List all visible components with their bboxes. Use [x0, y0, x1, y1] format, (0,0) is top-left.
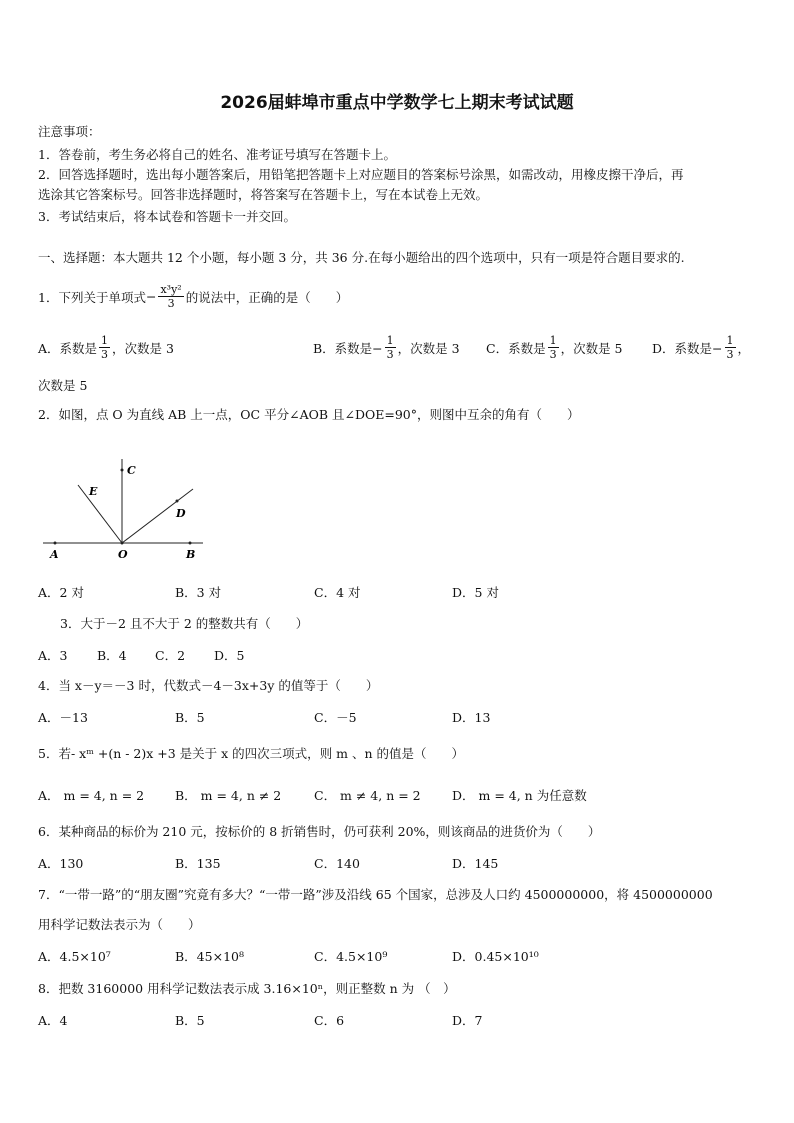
q6-option-a: A．130 — [38, 856, 84, 871]
q1-prefix: 1．下列关于单项式 — [38, 289, 146, 305]
page-title: 2026届蚌埠市重点中学数学七上期末考试试题 — [220, 93, 574, 113]
question-6-stem: 6．某种商品的标价为 210 元，按标价的 8 折销售时，仍可获利 20%，则该商品的进货价为（ ） — [38, 824, 601, 839]
q1-d-pre: D．系数是− — [652, 340, 723, 356]
section-heading: 一、选择题：本大题共 12 个小题，每小题 3 分，共 36 分.在每小题给出的四个选项中，只有一项是符合题目要求的. — [38, 250, 685, 265]
q2-option-d: D．5 对 — [452, 585, 499, 600]
q4-option-d: D．13 — [452, 710, 491, 725]
q3-option-a: A．3 — [38, 648, 68, 663]
q5-option-a: A． m = 4, n = 2 — [38, 788, 145, 803]
q5-option-c: C． m ≠ 4, n = 2 — [314, 788, 421, 803]
point-b — [189, 542, 192, 545]
question-3-stem: 3．大于－2 且不大于 2 的整数共有（ ） — [60, 616, 309, 631]
notes-item-3: 3．考试结束后，将本试卷和答题卡一并交回。 — [38, 209, 296, 224]
q3-option-d: D．5 — [214, 648, 245, 663]
q1-c-frac — [548, 334, 559, 361]
question-1-stem — [38, 283, 348, 310]
q4-option-b: B．5 — [175, 710, 205, 725]
q1-d-post: ， — [737, 340, 751, 356]
q1-option-b — [313, 334, 460, 361]
q8-option-d: D．7 — [452, 1013, 483, 1028]
q1-fraction — [158, 283, 183, 310]
question-5-stem: 5．若- xᵐ +(n - 2)x +3 是关于 x 的四次三项式，则 m 、n 的值是（ ） — [38, 746, 464, 761]
q3-option-b: B．4 — [97, 648, 127, 663]
q1-a-post: ，次数是 3 — [112, 340, 174, 356]
q6-option-b: B．135 — [175, 856, 221, 871]
q1-b-frac — [385, 334, 396, 361]
question-7-stem: 7．“一带一路”的“朋友圈”究竟有多大？“一带一路”涉及沿线 65 个国家，总涉及人口约 4500000000，将 4500000000 — [38, 887, 713, 902]
q1-frac-den: 3 — [167, 297, 175, 310]
q8-option-a: A．4 — [38, 1013, 68, 1028]
q1-a-pre: A．系数是 — [38, 340, 98, 356]
question-7-stem-cont: 用科学记数法表示为（ ） — [38, 917, 201, 932]
q6-option-d: D．145 — [452, 856, 499, 871]
q1-d-den: 3 — [726, 348, 734, 361]
ray-oe — [78, 485, 122, 543]
question-4-stem: 4．当 x－y＝－3 时，代数式－4－3x+3y 的值等于（ ） — [38, 678, 379, 693]
q1-c-den: 3 — [549, 348, 557, 361]
q1-frac-num: x³y² — [160, 283, 182, 296]
q1-b-den: 3 — [386, 348, 394, 361]
q3-option-c: C．2 — [155, 648, 186, 663]
q2-option-a: A．2 对 — [38, 585, 84, 600]
q4-option-a: A．－13 — [38, 710, 88, 725]
q8-option-c: C．6 — [314, 1013, 345, 1028]
q4-option-c: C．－5 — [314, 710, 357, 725]
point-o — [121, 542, 124, 545]
q1-c-post: ，次数是 5 — [560, 340, 623, 356]
notes-heading: 注意事项： — [38, 124, 101, 139]
q1-a-num: 1 — [101, 334, 109, 347]
q1-c-num: 1 — [549, 334, 557, 347]
label-o: O — [118, 548, 128, 561]
notes-item-2: 2．回答选择题时，选出每小题答案后，用铅笔把答题卡上对应题目的答案标号涂黑，如需改动，用橡皮擦干净后，再 — [38, 167, 684, 182]
q8-option-b: B．5 — [175, 1013, 205, 1028]
label-b: B — [186, 548, 196, 561]
notes-item-1: 1．答卷前，考生务必将自己的姓名、准考证号填写在答题卡上。 — [38, 147, 396, 162]
question-8-stem: 8．把数 3160000 用科学记数法表示成 3.16×10ⁿ，则正整数 n 为 （ ） — [38, 981, 456, 996]
label-d: D — [176, 507, 186, 520]
q1-d-num: 1 — [726, 334, 734, 347]
q1-option-c — [486, 334, 623, 361]
q1-c-pre: C．系数是 — [486, 340, 546, 356]
q5-option-b: B． m = 4, n ≠ 2 — [175, 788, 282, 803]
q7-option-b: B．45×10⁸ — [175, 949, 244, 964]
q1-option-d-cont: 次数是 5 — [38, 378, 88, 393]
q1-b-num: 1 — [386, 334, 394, 347]
q1-option-a — [38, 334, 174, 361]
q1-b-pre: B．系数是− — [313, 340, 383, 356]
q6-option-c: C．140 — [314, 856, 360, 871]
q1-minus: − — [145, 289, 157, 304]
q7-option-c: C．4.5×10⁹ — [314, 949, 388, 964]
q1-a-den: 3 — [101, 348, 109, 361]
point-d — [176, 500, 179, 503]
q1-d-frac — [725, 334, 736, 361]
point-c — [121, 469, 124, 472]
question-2-stem: 2．如图，点 O 为直线 AB 上一点，OC 平分∠AOB 且∠DOE=90°，则图中互余的角有（ ） — [38, 407, 580, 422]
q7-option-a: A．4.5×10⁷ — [38, 949, 111, 964]
q1-a-frac — [99, 334, 110, 361]
label-e: E — [89, 485, 98, 498]
point-a — [54, 542, 57, 545]
label-a: A — [50, 548, 59, 561]
q2-option-c: C．4 对 — [314, 585, 361, 600]
q1-suffix: 的说法中，正确的是（ ） — [185, 289, 349, 305]
notes-item-2-cont: 选涂其它答案标号。回答非选择题时，将答案写在答题卡上，写在本试卷上无效。 — [38, 187, 489, 202]
q2-figure — [38, 455, 208, 565]
q1-option-d — [652, 334, 750, 361]
q7-option-d: D．0.45×10¹⁰ — [452, 949, 539, 964]
q5-option-d: D． m = 4, n 为任意数 — [452, 788, 587, 803]
q2-option-b: B．3 对 — [175, 585, 222, 600]
label-c: C — [127, 464, 136, 477]
q1-b-post: ，次数是 3 — [397, 340, 460, 356]
